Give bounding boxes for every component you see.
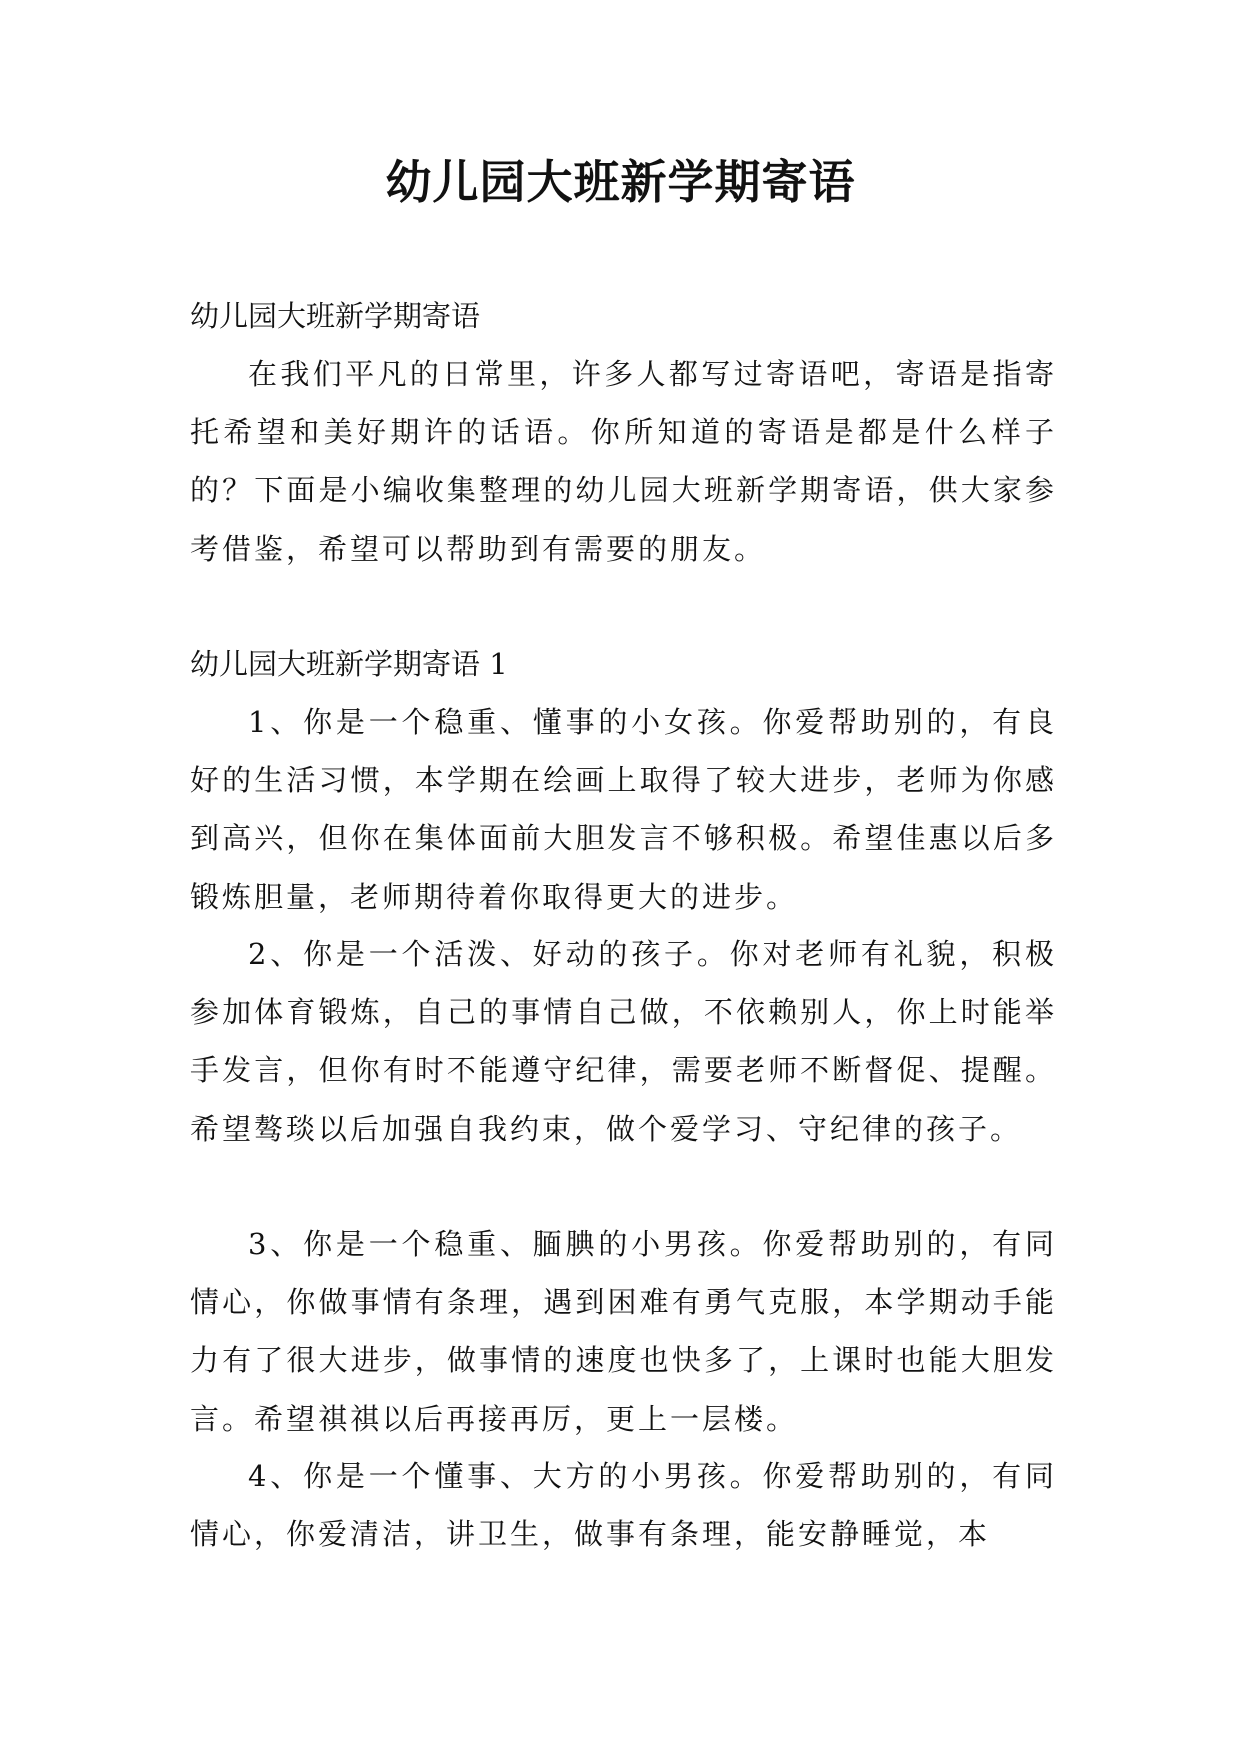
document-title: 幼儿园大班新学期寄语 [385,155,856,209]
intro-heading: 幼儿园大班新学期寄语 [190,299,481,333]
message-item-3: 3、你是一个稳重、腼腆的小男孩。你爱帮助别的，有同情心，你做事情有条理，遇到困难有勇气克服，本学期动手能力有了很大进步，做事情的速度也快多了，上课时也能大胆发言。希望祺祺以后再接再厉，更上一层楼。 [190,1227,1057,1436]
message-item-1: 1、你是一个稳重、懂事的小女孩。你爱帮助别的，有良好的生活习惯，本学期在绘画上取得了较大进步，老师为你感到高兴，但你在集体面前大胆发言不够积极。希望佳惠以后多锻炼胆量，老师期待着你取得更大的进步。 [190,705,1057,914]
intro-paragraph: 在我们平凡的日常里，许多人都写过寄语吧，寄语是指寄托希望和美好期许的话语。你所知道的寄语是都是什么样子的？下面是小编收集整理的幼儿园大班新学期寄语，供大家参考借鉴，希望可以帮助到有需要的朋友。 [190,357,1057,566]
message-item-4: 4、你是一个懂事、大方的小男孩。你爱帮助别的，有同情心，你爱清洁，讲卫生，做事有条理，能安静睡觉，本 [190,1459,1057,1552]
section-heading: 幼儿园大班新学期寄语 1 [190,647,508,681]
message-item-2: 2、你是一个活泼、好动的孩子。你对老师有礼貌，积极参加体育锻炼，自己的事情自己做，不依赖别人，你上时能举手发言，但你有时不能遵守纪律，需要老师不断督促、提醒。希望骜琰以后加强自我约束，做个爱学习、守纪律的孩子。 [190,937,1057,1146]
